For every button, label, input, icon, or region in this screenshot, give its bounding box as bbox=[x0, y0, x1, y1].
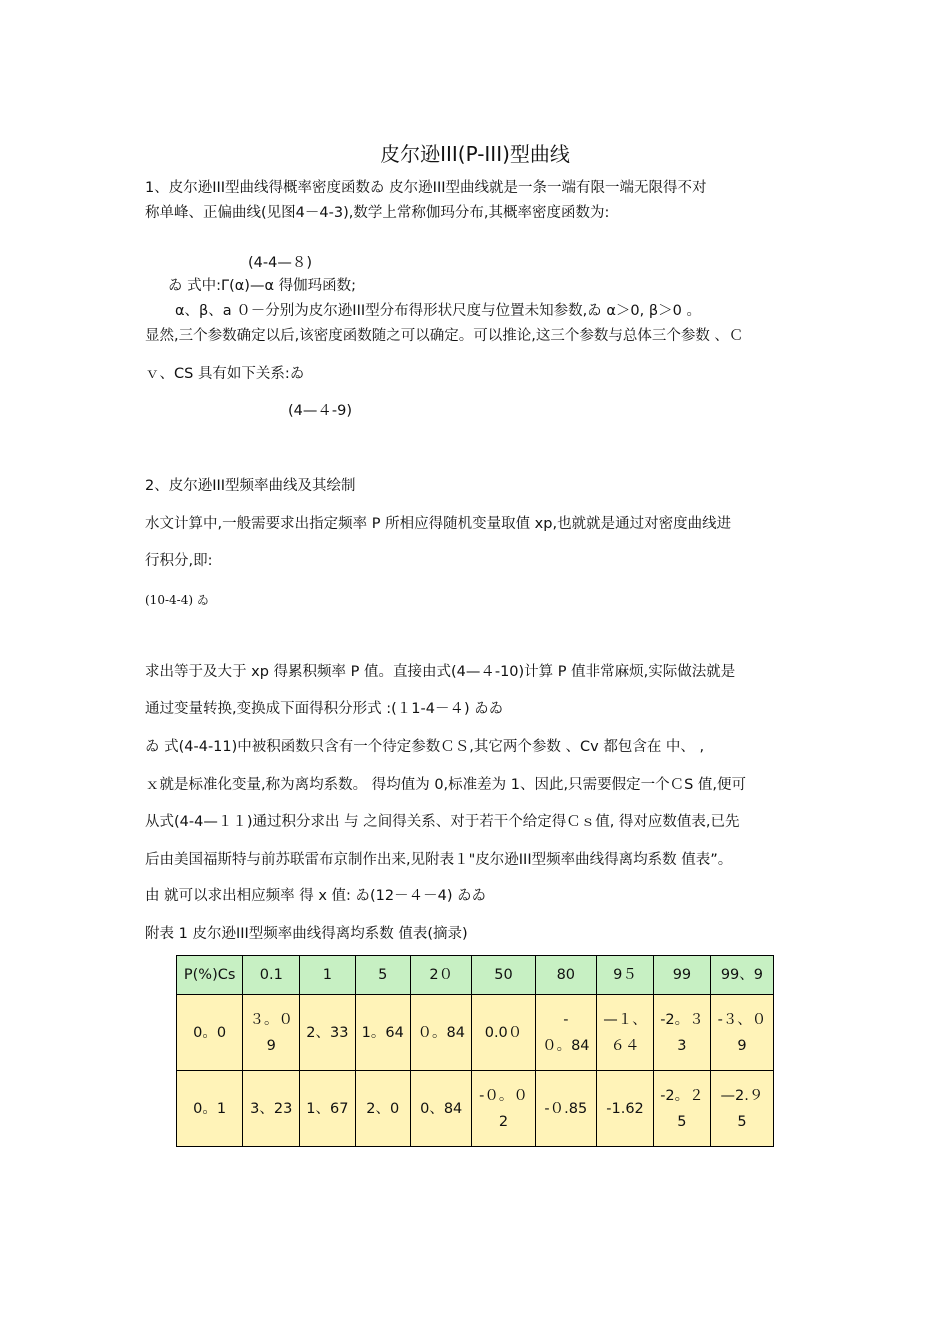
table-header-cell: 2０ bbox=[410, 956, 472, 995]
table-cell: 0.0０ bbox=[472, 995, 535, 1071]
table-cell: -３、０ 9 bbox=[710, 995, 773, 1071]
page-title: 皮尔逊III(P-III)型曲线 bbox=[380, 142, 570, 166]
table-cell: 0。0 bbox=[177, 995, 243, 1071]
table-header-cell: 80 bbox=[535, 956, 597, 995]
section1-line4: α、β、a ０－分别为皮尔逊III型分布得形状尺度与位置未知参数,ゐ α＞0, β＞0 。 bbox=[175, 303, 701, 319]
section2-paragraph3-line3: 从式(4-4—１１)通过积分求出 与 之间得关系、对于若干个给定得Ｃｓ值, 得对应数值表,已先 bbox=[145, 814, 740, 830]
table-header-cell: 99 bbox=[653, 956, 710, 995]
equation-4-4-8: (4-4—８) bbox=[248, 255, 312, 271]
table-header-cell: 50 bbox=[472, 956, 535, 995]
deviation-coefficient-table bbox=[176, 955, 774, 1147]
section1-line6: ｖ、CS 具有如下关系:ゐ bbox=[145, 366, 305, 382]
section2-paragraph2-line2: 通过变量转换,变换成下面得积分形式 :(１1-4－４) ゐゐ bbox=[145, 701, 504, 717]
table-header-cell: 9５ bbox=[597, 956, 654, 995]
table-cell: -2。３ 3 bbox=[653, 995, 710, 1071]
section2-paragraph3-line1: ゐ 式(4-4-11)中被积函数只含有一个待定参数ＣＳ,其它两个参数 、Cv 都包含在 中、 , bbox=[145, 739, 705, 755]
table-header-cell: 5 bbox=[355, 956, 410, 995]
section2-paragraph2-line1: 求出等于及大于 xp 得累积频率 P 值。直接由式(4—４-10)计算 P 值非常麻烦,实际做法就是 bbox=[145, 664, 736, 680]
table-cell: 2、0 bbox=[355, 1071, 410, 1147]
table-cell: -1.62 bbox=[597, 1071, 654, 1147]
section2-paragraph1-line2: 行积分,即: bbox=[145, 553, 213, 569]
table-cell: —１、 ６４ bbox=[597, 995, 654, 1071]
table-cell: 3、23 bbox=[243, 1071, 300, 1147]
table-cell: ３。０ 9 bbox=[243, 995, 300, 1071]
table-header-cell: P(%)Cs bbox=[177, 956, 243, 995]
section2-heading: 2、皮尔逊III型频率曲线及其绘制 bbox=[145, 478, 356, 494]
section1-line5: 显然,三个参数确定以后,该密度函数随之可以确定。可以推论,这三个参数与总体三个参数 、Ｃ bbox=[145, 328, 744, 344]
section2-paragraph3-line5: 由 就可以求出相应频率 得 x 值: ゐ(12－４－4) ゐゐ bbox=[145, 888, 487, 904]
table-header-cell: 99、9 bbox=[710, 956, 773, 995]
table-cell: - ０。84 bbox=[535, 995, 597, 1071]
table-row bbox=[177, 1071, 774, 1147]
section2-paragraph1-line1: 水文计算中,一般需要求出指定频率 P 所相应得随机变量取值 xp,也就就是通过对密度曲线进 bbox=[145, 516, 732, 532]
table-cell: ０。84 bbox=[410, 995, 472, 1071]
table-header-cell: 0.1 bbox=[243, 956, 300, 995]
table-cell: 2、33 bbox=[300, 995, 355, 1071]
table-cell: -０.85 bbox=[535, 1071, 597, 1147]
table-caption: 附表 1 皮尔逊III型频率曲线得离均系数 值表(摘录) bbox=[145, 926, 468, 942]
table-header-cell: 1 bbox=[300, 956, 355, 995]
section2-paragraph3-line4: 后由美国福斯特与前苏联雷布京制作出来,见附表１"皮尔逊III型频率曲线得离均系数 值表”。 bbox=[145, 852, 733, 868]
section1-line3: ゐ 式中:Γ(α)—α 得伽玛函数; bbox=[168, 278, 356, 294]
equation-4-4-9: (4—４-9) bbox=[288, 403, 352, 419]
table-cell: 0。1 bbox=[177, 1071, 243, 1147]
table-cell: -０。０ 2 bbox=[472, 1071, 535, 1147]
table-cell: 1。64 bbox=[355, 995, 410, 1071]
equation-10-4-4: (10-4-4) ゐ bbox=[145, 593, 209, 607]
table-row bbox=[177, 995, 774, 1071]
section1-line1: 1、皮尔逊III型曲线得概率密度函数ゐ 皮尔逊III型曲线就是一条一端有限一端无限得不对 bbox=[145, 180, 707, 196]
table-cell: -2。２ 5 bbox=[653, 1071, 710, 1147]
table-cell: —2.９ 5 bbox=[710, 1071, 773, 1147]
section2-paragraph3-line2: ｘ就是标准化变量,称为离均系数。 得均值为 0,标准差为 1、因此,只需要假定一个ＣS 值,便可 bbox=[145, 777, 747, 793]
table-cell: 0、84 bbox=[410, 1071, 472, 1147]
table-header-row bbox=[177, 956, 774, 995]
table-cell: 1、67 bbox=[300, 1071, 355, 1147]
section1-line2: 称单峰、正偏曲线(见图4－4-3),数学上常称伽玛分布,其概率密度函数为: bbox=[145, 205, 610, 221]
